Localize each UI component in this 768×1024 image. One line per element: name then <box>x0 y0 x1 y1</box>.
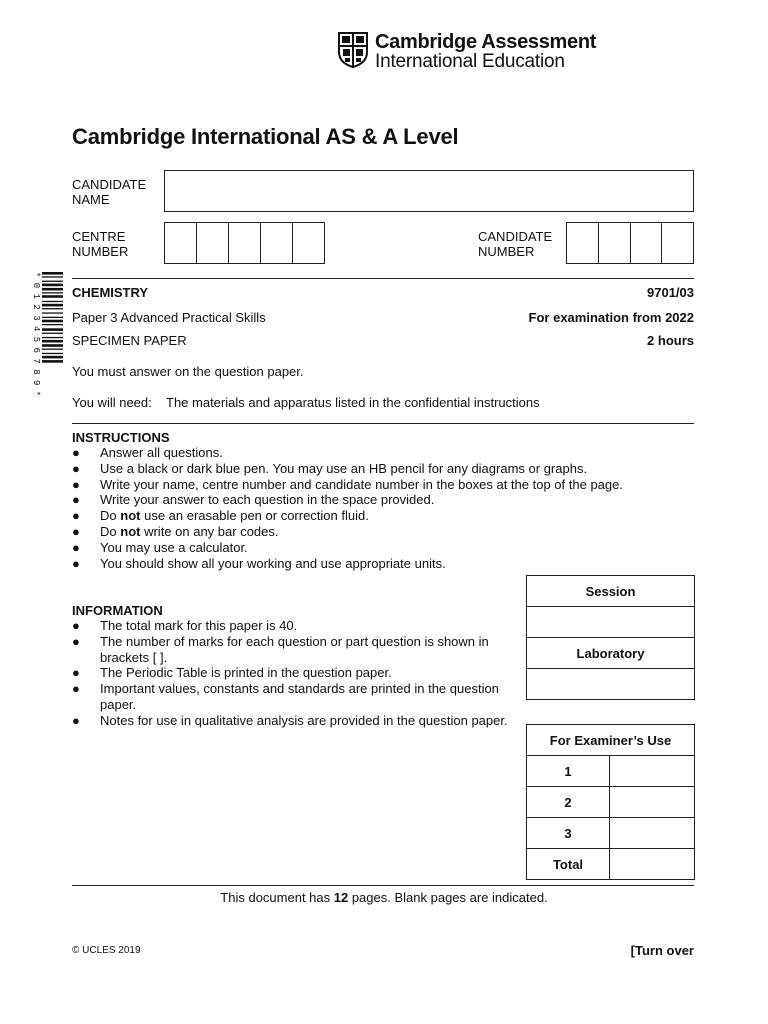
exam-from: For examination from 2022 <box>528 310 694 325</box>
total-entry[interactable] <box>610 849 695 880</box>
barcode-bar <box>42 356 63 359</box>
barcode-bar <box>42 324 63 325</box>
candidate-number-label <box>478 229 552 259</box>
mark-entry[interactable] <box>610 818 695 849</box>
barcode-bar <box>42 317 63 318</box>
table-row <box>527 756 695 787</box>
list-item: ● The number of marks for each question or part question is shown in brackets [ ]. <box>72 633 489 665</box>
candidate-number-label-line1: CANDIDATE <box>478 229 553 244</box>
divider <box>72 423 694 424</box>
barcode-bar <box>42 320 63 323</box>
centre-number-cell[interactable] <box>261 223 293 263</box>
candidate-name-label <box>72 177 146 207</box>
question-number: 3 <box>527 818 610 849</box>
barcode-bar <box>42 312 63 313</box>
list-item: ● The total mark for this paper is 40. <box>72 618 298 633</box>
laboratory-entry[interactable] <box>527 669 695 700</box>
logo-text-line1: Cambridge Assessment <box>375 31 597 53</box>
candidate-number-boxes[interactable] <box>566 222 694 264</box>
examiner-heading: For Examiner’s Use <box>527 725 695 756</box>
question-number: 1 <box>527 756 610 787</box>
need-text: The materials and apparatus listed in the confidential instructions <box>166 395 540 410</box>
barcode-bar <box>42 337 63 338</box>
session-entry[interactable] <box>527 607 695 638</box>
candidate-number-cell[interactable] <box>631 223 663 263</box>
paper-code: 9701/03 <box>647 285 694 300</box>
question-number: 2 <box>527 787 610 818</box>
list-item: ● Answer all questions. <box>72 445 223 460</box>
subject-title: CHEMISTRY <box>72 285 149 300</box>
barcode-bar <box>42 301 63 302</box>
copyright: © UCLES 2019 <box>72 945 141 956</box>
examiner-table <box>526 724 695 880</box>
barcode-bar <box>42 353 63 354</box>
paper-title: Paper 3 Advanced Practical Skills <box>72 310 266 325</box>
centre-number-cell[interactable] <box>229 223 261 263</box>
instructions-list <box>72 445 623 571</box>
need-label: You will need: <box>72 395 152 410</box>
centre-number-label <box>72 229 128 259</box>
list-item: ● You should show all your working and use appropriate units. <box>72 555 446 571</box>
turn-over: [Turn over <box>630 943 694 958</box>
candidate-name-label-line2: NAME <box>72 192 110 207</box>
centre-number-label-line1: CENTRE <box>72 229 126 244</box>
barcode-bar <box>42 304 63 307</box>
barcode-bar <box>42 308 63 309</box>
cambridge-crest-logo-icon <box>338 32 368 68</box>
exam-duration: 2 hours <box>647 333 694 348</box>
barcode-bar <box>42 292 63 293</box>
list-item: ● The Periodic Table is printed in the question paper. <box>72 665 392 681</box>
barcode-bar <box>42 281 63 282</box>
list-item: ● Write your answer to each question in the space provided. <box>72 492 435 508</box>
barcode-bar <box>42 284 63 287</box>
instructions-heading: INSTRUCTIONS <box>72 430 170 445</box>
candidate-number-label-line2: NUMBER <box>478 244 535 259</box>
barcode-bar <box>42 349 63 350</box>
page-title: Cambridge International AS & A Level <box>72 124 459 149</box>
barcode-bar <box>42 328 63 331</box>
session-label: Session <box>527 576 695 607</box>
list-item: ● Important values, constants and standards are printed in the question paper. <box>72 681 499 712</box>
centre-number-label-line2: NUMBER <box>72 244 129 259</box>
total-label: Total <box>527 849 610 880</box>
mark-entry[interactable] <box>610 756 695 787</box>
list-item: ● Use a black or dark blue pen. You may use an HB pencil for any diagrams or graphs. <box>72 460 588 476</box>
candidate-number-cell[interactable] <box>567 223 599 263</box>
page-count-note: This document has 12 pages. Blank pages are indicated. <box>220 890 548 905</box>
list-item: ● Do not use an erasable pen or correction fluid. <box>72 508 369 524</box>
mark-entry[interactable] <box>610 787 695 818</box>
centre-number-boxes[interactable] <box>164 222 325 264</box>
barcode-bar <box>42 360 63 363</box>
centre-number-cell[interactable] <box>165 223 197 263</box>
information-heading: INFORMATION <box>72 603 163 618</box>
information-list <box>72 618 512 729</box>
divider <box>72 885 694 886</box>
barcode-bar <box>42 344 63 347</box>
barcode-bar <box>42 272 63 275</box>
logo-text-line2: International Education <box>375 51 565 72</box>
candidate-number-cell[interactable] <box>599 223 631 263</box>
barcode-bar <box>42 333 63 334</box>
table-row <box>527 818 695 849</box>
list-item: ● Do not write on any bar codes. <box>72 523 279 539</box>
table-row <box>527 849 695 880</box>
laboratory-label: Laboratory <box>527 638 695 669</box>
centre-number-cell[interactable] <box>197 223 229 263</box>
candidate-number-cell[interactable] <box>662 223 693 263</box>
barcode-bar <box>42 276 63 277</box>
list-item: ● You may use a calculator. <box>72 539 248 555</box>
barcode-bar <box>42 340 63 343</box>
divider <box>72 278 694 279</box>
session-table <box>526 575 695 700</box>
candidate-name-label-line1: CANDIDATE <box>72 177 147 192</box>
list-item: ● Notes for use in qualitative analysis are provided in the question paper. <box>72 712 508 728</box>
candidate-name-box[interactable] <box>164 170 694 212</box>
barcode-bar <box>42 295 63 298</box>
barcode-icon <box>28 272 64 396</box>
list-item: ● Write your name, centre number and candidate number in the boxes at the top of the page. <box>72 476 623 492</box>
centre-number-cell[interactable] <box>293 223 324 263</box>
barcode-digits: * 0 1 2 3 4 5 6 7 8 9 * <box>31 272 41 396</box>
must-answer-note: You must answer on the question paper. <box>72 364 304 379</box>
paper-type: SPECIMEN PAPER <box>72 333 187 348</box>
barcode-bar <box>42 288 63 291</box>
table-row <box>527 787 695 818</box>
